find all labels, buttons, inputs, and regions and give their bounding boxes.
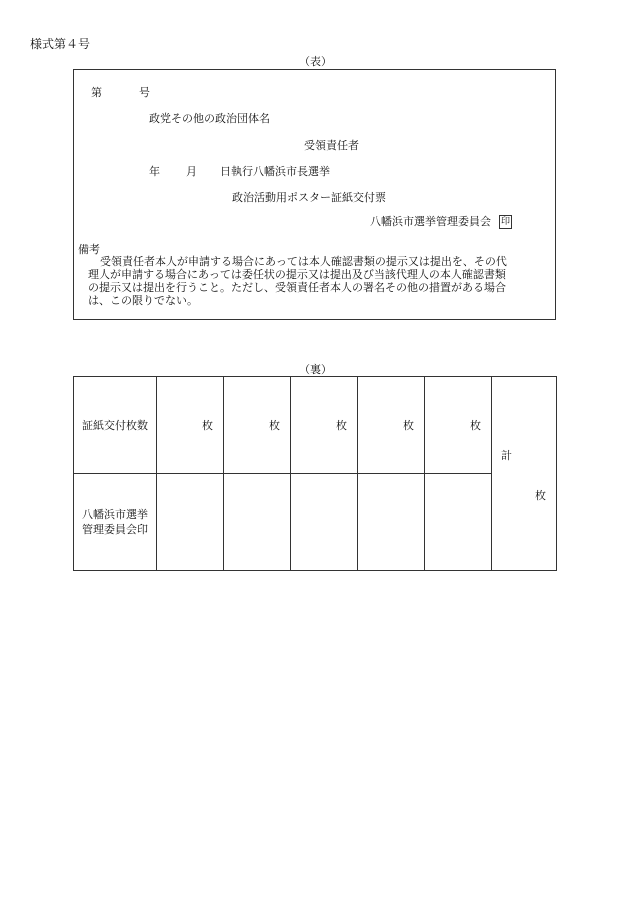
remarks-body [78,255,542,307]
ticket-title: 政治活動用ポスター証紙交付票 [232,191,386,204]
month-label: 月 [186,165,197,178]
form-number: 様式第４号 [30,37,91,51]
remarks-line: は、この限りでない。 [88,294,198,307]
front-heading: （表） [299,55,332,68]
remarks-line: 理人が申請する場合にあっては委任状の提示又は提出及び当該代理人の本人確認書類 [88,268,506,281]
committee-seal-label [74,474,157,571]
count-cell: 枚 [291,377,358,474]
back-heading: （裏） [299,363,332,376]
back-table [73,376,557,571]
count-cell: 枚 [358,377,425,474]
count-cell: 枚 [425,377,492,474]
seal-cell [425,474,492,571]
table-row [74,474,557,571]
committee-signature [370,213,512,229]
remarks-label: 備考 [78,243,100,256]
remarks-line: 受領責任者本人が申請する場合にあっては本人確認書類の提示又は提出を、その代 [100,255,507,268]
recipient-label: 受領責任者 [304,139,359,152]
table-row [74,377,557,474]
sheet-count-label: 証紙交付枚数 [74,377,157,474]
election-label: 日執行八幡浜市長選挙 [220,165,330,178]
number-suffix: 号 [139,86,150,99]
count-cell: 枚 [157,377,224,474]
remarks-line: の提示又は提出を行うこと。ただし、受領責任者本人の署名その他の措置がある場合 [88,281,506,294]
label-line: 八幡浜市選挙 [82,508,148,521]
total-label: 計 [501,449,512,462]
label-line: 管理委員会印 [82,523,148,536]
total-cell [492,377,557,571]
total-unit: 枚 [535,489,546,502]
seal-stamp: 印 [500,217,510,227]
committee-name: 八幡浜市選挙管理委員会 [370,215,491,228]
seal-cell [358,474,425,571]
seal-cell [224,474,291,571]
year-label: 年 [149,165,160,178]
seal-cell [291,474,358,571]
number-prefix: 第 [91,86,102,99]
count-cell: 枚 [224,377,291,474]
party-name-label: 政党その他の政治団体名 [149,112,270,125]
seal-cell [157,474,224,571]
